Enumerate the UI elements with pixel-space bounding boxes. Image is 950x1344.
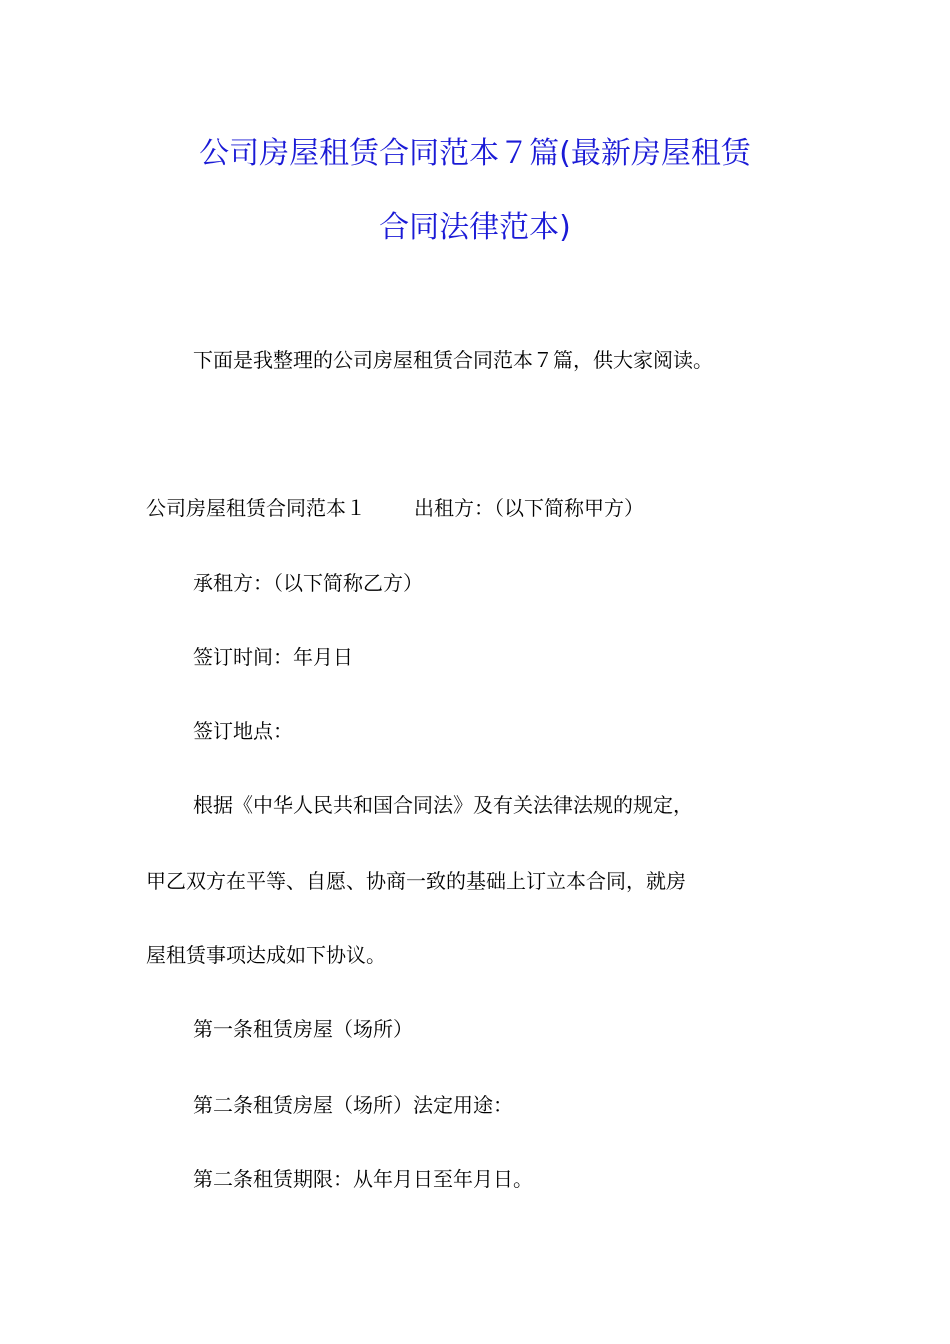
- basis-paragraph-line1: 根据《中华人民共和国合同法》及有关法律法规的规定，: [193, 793, 693, 817]
- article-1: 第一条租赁房屋（场所）: [193, 1017, 413, 1041]
- document-title-line2: 合同法律范本): [379, 210, 571, 245]
- sign-time-line: 签订时间：年月日: [193, 645, 353, 669]
- section-heading: 公司房屋租赁合同范本１: [146, 496, 366, 520]
- intro-paragraph: 下面是我整理的公司房屋租赁合同范本７篇，供大家阅读。: [193, 348, 713, 372]
- article-3: 第二条租赁期限：从年月日至年月日。: [193, 1167, 533, 1191]
- lessee-line: 承租方：（以下简称乙方）: [193, 571, 423, 595]
- lessor-line: 出租方：（以下简称甲方）: [414, 496, 644, 520]
- article-2: 第二条租赁房屋（场所）法定用途：: [193, 1093, 513, 1117]
- basis-paragraph-line3: 屋租赁事项达成如下协议。: [146, 943, 386, 967]
- basis-paragraph-line2: 甲乙双方在平等、自愿、协商一致的基础上订立本合同，就房: [146, 869, 686, 893]
- document-title-line1: 公司房屋租赁合同范本７篇(最新房屋租赁: [199, 136, 751, 171]
- sign-place-line: 签订地点：: [193, 719, 293, 743]
- section-heading-line: [146, 488, 806, 528]
